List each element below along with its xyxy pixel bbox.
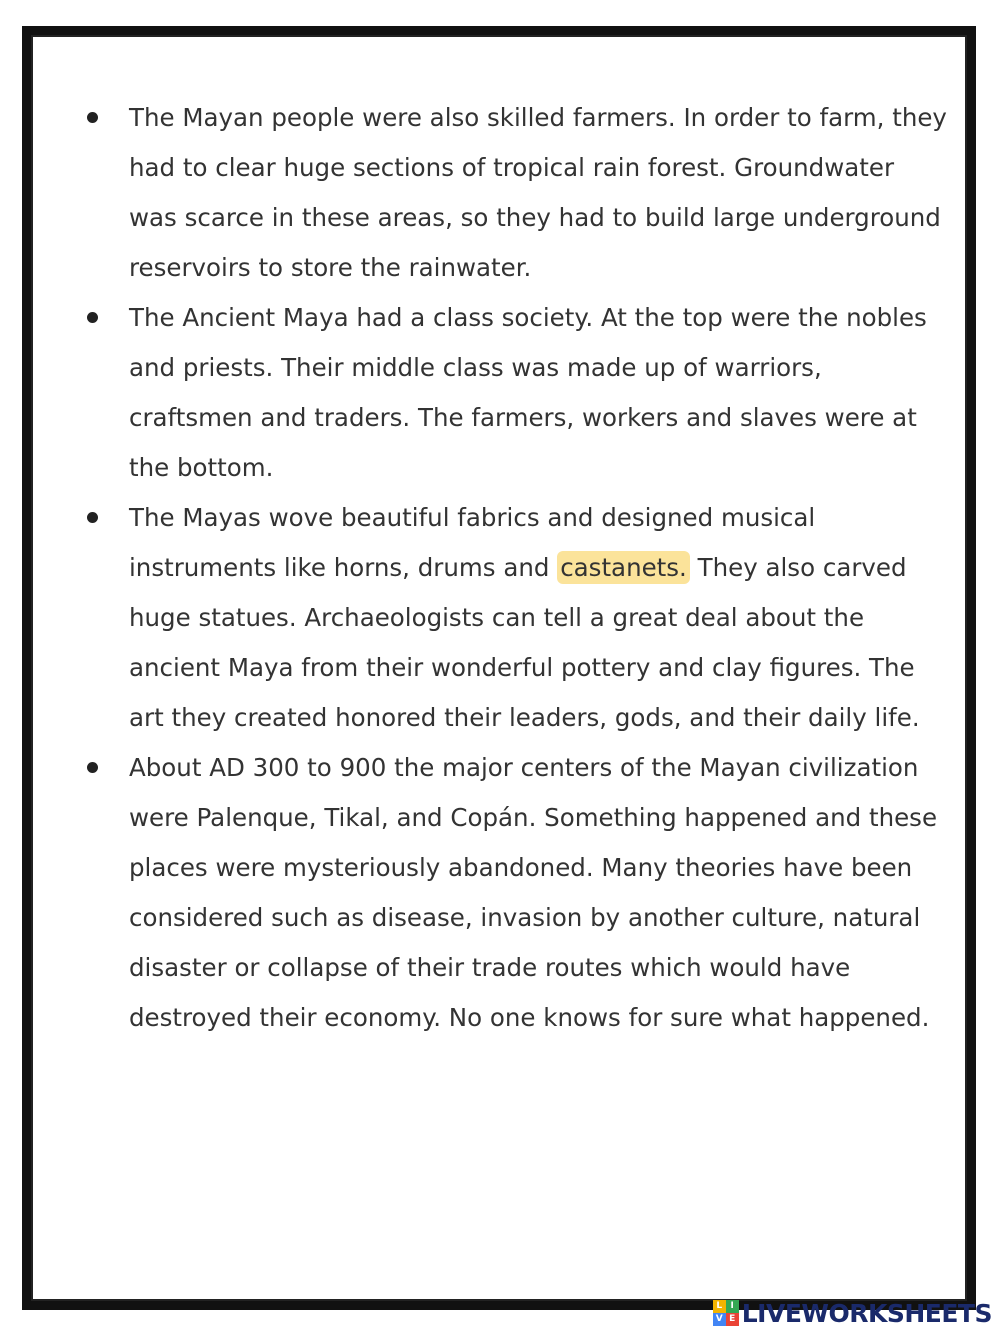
- logo-badge-icon: [713, 1300, 739, 1326]
- bullet-text-before: The Mayas wove beautiful fabrics and designed musical instruments like horns, drums and: [129, 503, 816, 582]
- bullet-dot: [87, 762, 98, 773]
- page-border-frame: [22, 26, 976, 1310]
- logo-text: LIVEWORKSHEETS: [741, 1298, 992, 1328]
- bullet-text: The Ancient Maya had a class society. At the top were the nobles and priests. Their middle class was made up of warriors, craftsmen and traders. The farmers, workers and slaves were at the bottom.: [129, 303, 927, 482]
- liveworksheets-logo[interactable]: [713, 1298, 992, 1328]
- bullet-text: About AD 300 to 900 the major centers of the Mayan civilization were Palenque, Tikal, and Copán. Something happened and these places were mysteriously abandoned. Many theories have been considered such as disease, invasion by another culture, natural disaster or collapse of their trade routes which would have destroyed their economy. No one knows for sure what happened.: [129, 753, 938, 1032]
- badge-letter: V: [713, 1313, 726, 1326]
- bullet-item-art: [31, 493, 967, 743]
- bullet-dot: [87, 512, 98, 523]
- bullet-dot: [87, 112, 98, 123]
- bullet-item-farming: [31, 93, 967, 293]
- bullet-dot: [87, 312, 98, 323]
- badge-letter: I: [726, 1300, 739, 1313]
- badge-letter: E: [726, 1313, 739, 1326]
- bullet-text-after: They also carved huge statues. Archaeologists can tell a great deal about the ancient Maya from their wonderful pottery and clay figures. The art they created honored their leaders, gods, and their daily life.: [129, 553, 920, 732]
- bullet-list: [31, 93, 967, 1043]
- bullet-text: The Mayan people were also skilled farmers. In order to farm, they had to clear huge sections of tropical rain forest. Groundwater was scarce in these areas, so they had to build large underground reservoirs to store the rainwater.: [129, 103, 947, 282]
- badge-letter: L: [713, 1300, 726, 1313]
- highlighted-word: castanets.: [557, 551, 690, 584]
- bullet-item-decline: [31, 743, 967, 1043]
- bullet-item-class-society: [31, 293, 967, 493]
